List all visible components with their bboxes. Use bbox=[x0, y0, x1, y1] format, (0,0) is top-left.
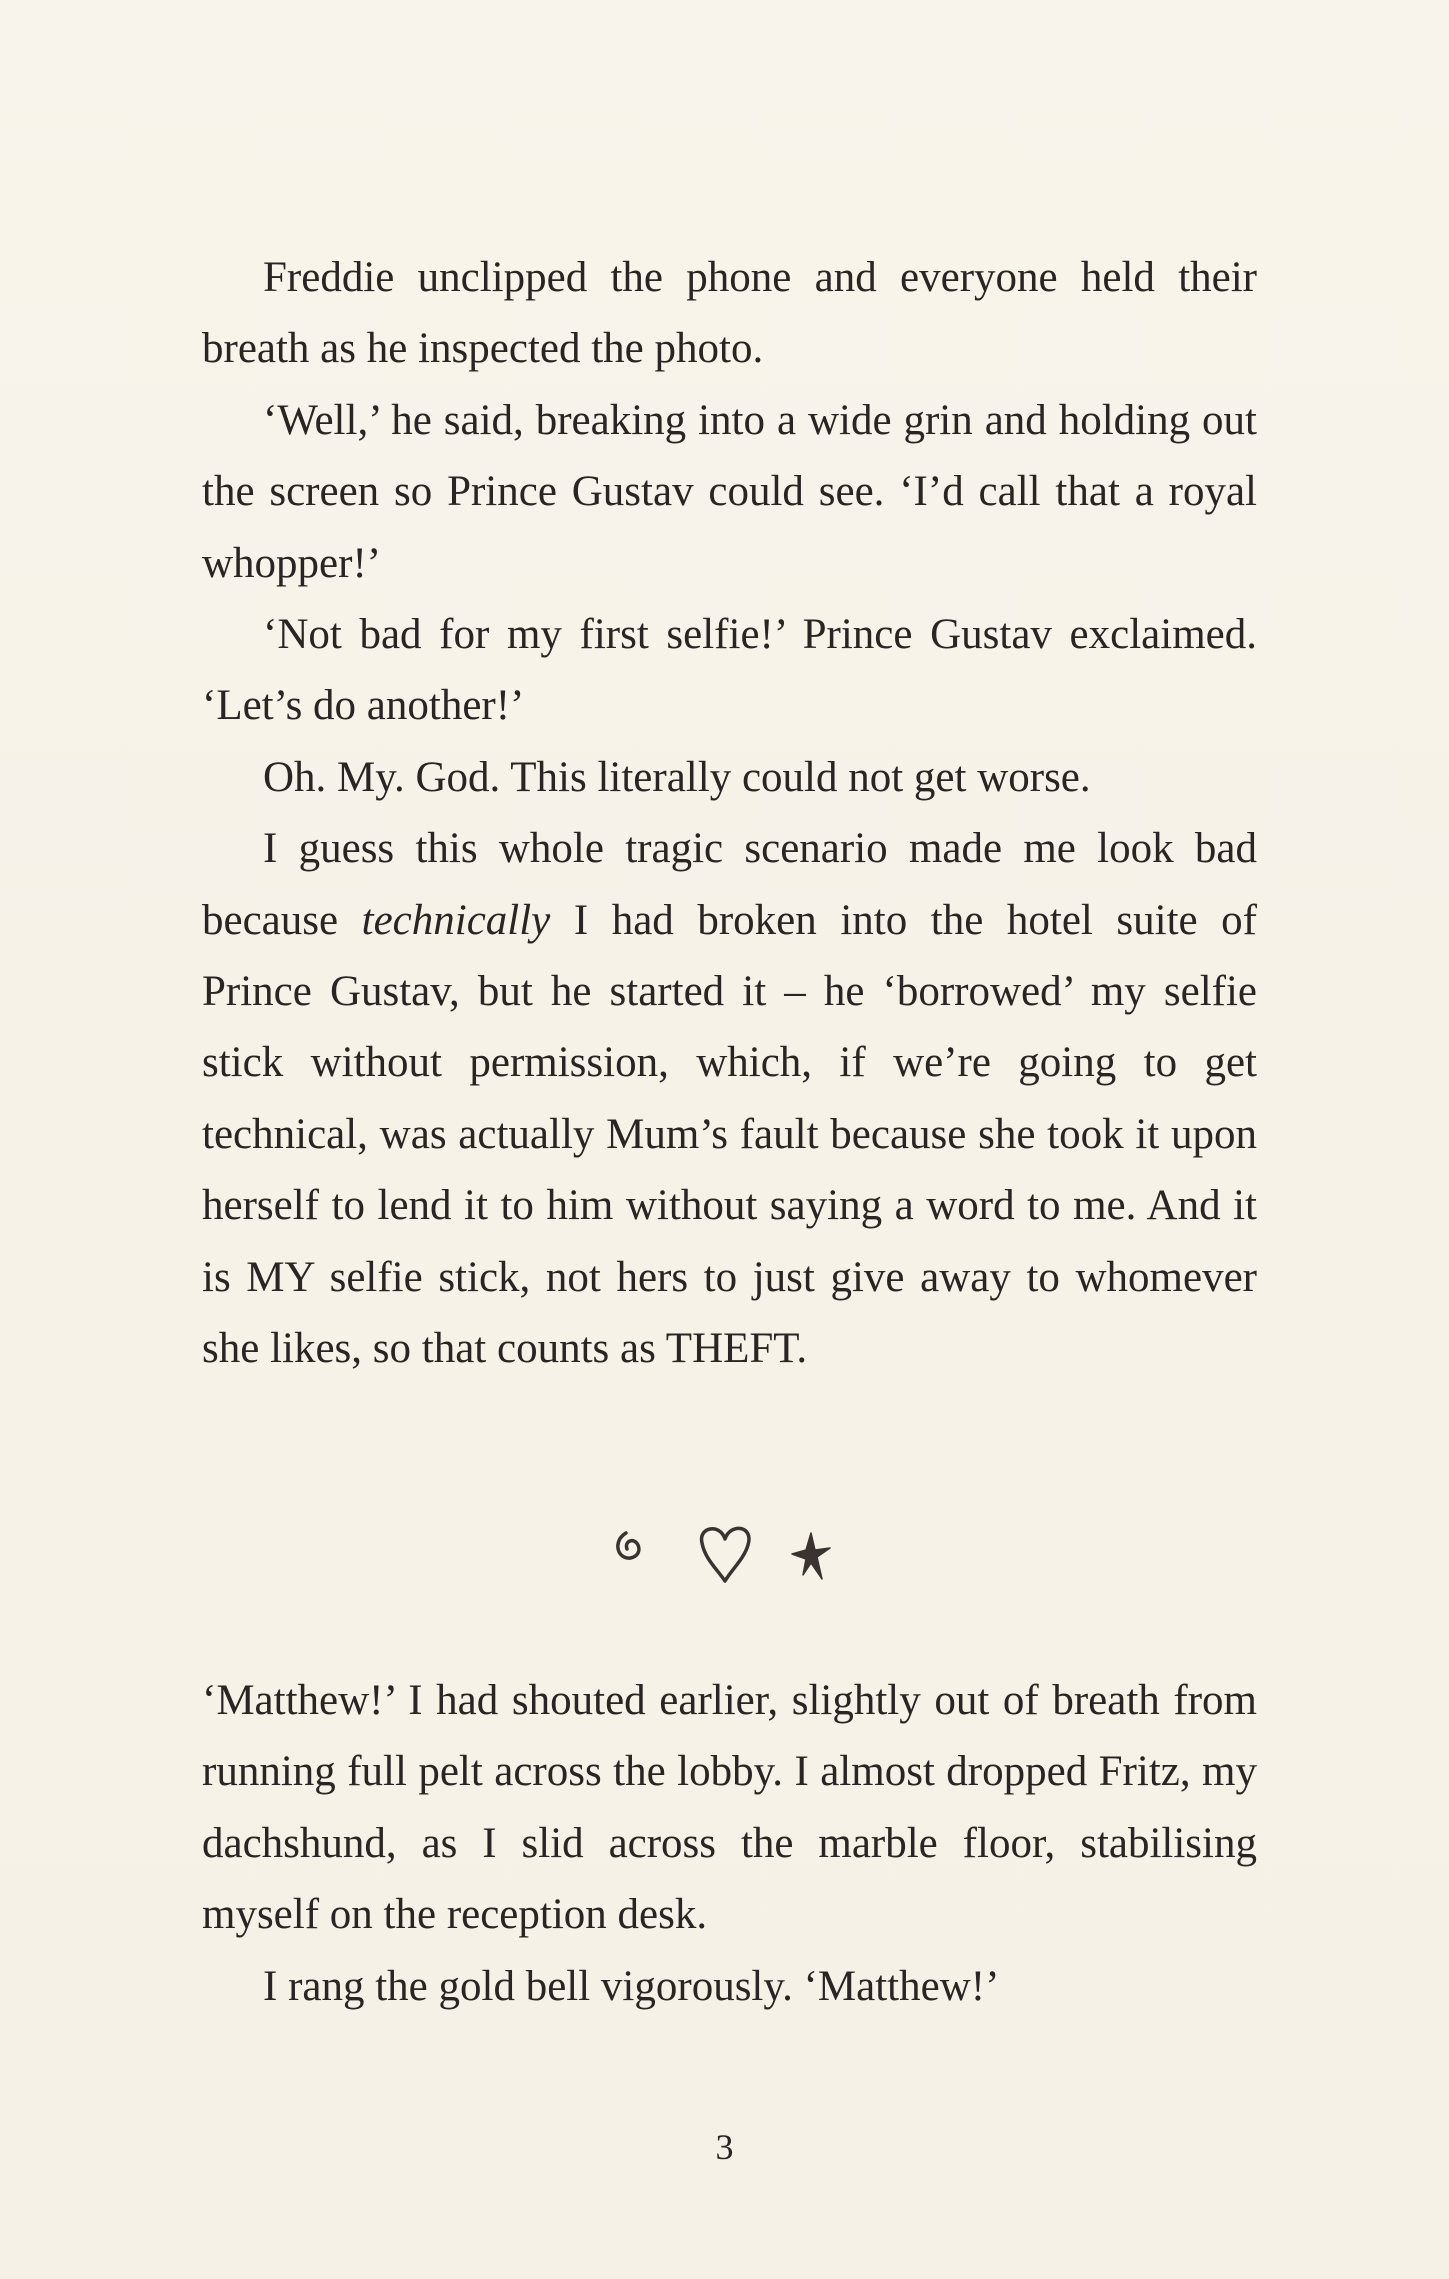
swirl-icon bbox=[618, 1533, 639, 1558]
emphasis-text: technically bbox=[361, 896, 551, 944]
paragraph: ‘Well,’ he said, breaking into a wide grin and holding out the screen so Prince Gustav could see. ‘I’d call that a royal whopper!’ bbox=[202, 396, 1257, 587]
paragraph-text: I had broken into the hotel suite of Prince Gustav, but he started it – he ‘borrowed’ my selfie stick without permission, which, if we’re going to get technical, was actually Mum’s fault because she took it upon herself to lend it to him without saying a word to me. And it is MY selfie stick, not hers to just give away to whomever she likes, so that counts as THEFT. bbox=[202, 896, 1258, 1373]
section-divider bbox=[600, 1505, 860, 1595]
paragraph: Oh. My. God. This literally could not get worse. bbox=[263, 753, 1091, 801]
paragraph-text: I guess this whole tragic scenario made me look bad because bbox=[202, 825, 1257, 944]
page-number: 3 bbox=[715, 2127, 734, 2167]
paragraph: ‘Not bad for my first selfie!’ Prince Gustav exclaimed. ‘Let’s do another!’ bbox=[202, 611, 1257, 730]
paragraph: ‘Matthew!’ I had shouted earlier, slightly out of breath from running full pelt across the lobby. I almost dropped Fritz, my dachshund, as I slid across the marble floor, stabilising myself on the reception desk. bbox=[202, 1677, 1257, 1939]
text-section-bottom bbox=[202, 1665, 1257, 2022]
star-icon bbox=[792, 1533, 830, 1579]
paragraph bbox=[202, 813, 1257, 1384]
text-section-top bbox=[202, 242, 1257, 1385]
paragraph: I rang the gold bell vigorously. ‘Matthew!’ bbox=[263, 1962, 1000, 2010]
paragraph: Freddie unclipped the phone and everyone held their breath as he inspected the photo. bbox=[202, 254, 1257, 373]
heart-icon bbox=[702, 1528, 749, 1581]
